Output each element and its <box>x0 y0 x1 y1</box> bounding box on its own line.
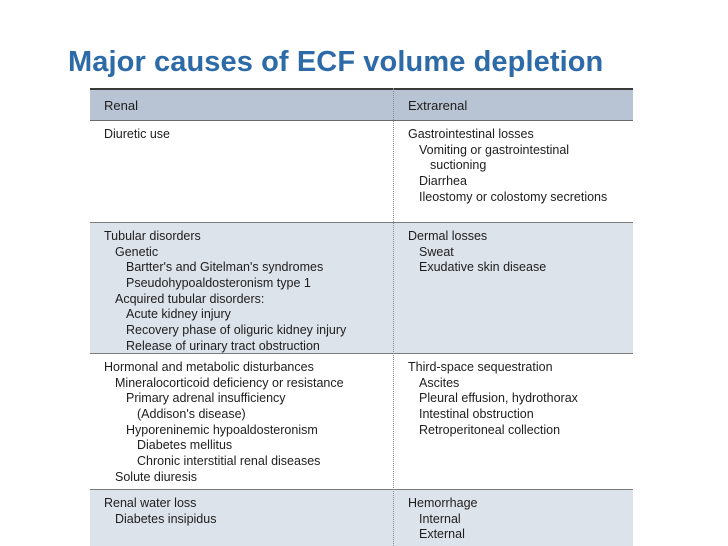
renal-cell <box>104 360 344 486</box>
extrarenal-cause-line: Pleural effusion, hydrothorax <box>419 391 578 406</box>
renal-cause-line: Solute diuresis <box>115 469 197 484</box>
renal-cause-line: Pseudohypoaldosteronism type 1 <box>126 276 311 291</box>
extrarenal-cause-line: Hemorrhage <box>408 496 478 510</box>
renal-cause-line: (Addison's disease) <box>137 407 246 422</box>
renal-cause-line: Renal water loss <box>104 496 197 510</box>
renal-cause-line: Bartter's and Gitelman's syndromes <box>126 260 324 275</box>
table-row <box>90 121 633 223</box>
renal-cause-line: Tubular disorders <box>104 229 201 243</box>
extrarenal-cause-line: Ileostomy or colostomy secretions <box>419 189 608 204</box>
renal-cause-line: Release of urinary tract obstruction <box>126 338 320 353</box>
renal-cause-line: Diabetes insipidus <box>115 511 217 526</box>
extrarenal-cause-line: Internal <box>419 511 461 526</box>
header-renal: Renal <box>104 98 138 113</box>
renal-cause-line: Diuretic use <box>104 127 170 141</box>
renal-cause-line: Chronic interstitial renal diseases <box>137 454 321 469</box>
extrarenal-cause-line: Ascites <box>419 375 460 390</box>
renal-cause-line: Mineralocorticoid deficiency or resistance <box>115 375 344 390</box>
extrarenal-cause-line: Retroperitoneal collection <box>419 422 561 437</box>
table-row <box>90 490 633 546</box>
table-row <box>90 354 633 490</box>
extrarenal-cause-line: Third-space sequestration <box>408 360 553 374</box>
slide-title: Major causes of ECF volume depletion <box>68 46 604 78</box>
extrarenal-cause-line: Vomiting or gastrointestinal <box>419 142 570 157</box>
extrarenal-cause-line: Sweat <box>419 244 454 259</box>
renal-cause-line: Primary adrenal insufficiency <box>126 391 286 406</box>
renal-cause-line: Hormonal and metabolic disturbances <box>104 360 314 374</box>
renal-cause-line: Genetic <box>115 244 159 259</box>
renal-cause-line: Acute kidney injury <box>126 307 231 322</box>
extrarenal-cell <box>408 127 607 205</box>
column-divider <box>393 88 394 546</box>
extrarenal-cause-line: suctioning <box>430 158 487 173</box>
extrarenal-cell <box>408 229 546 276</box>
causes-table <box>90 88 633 546</box>
extrarenal-cause-line: External <box>419 527 465 542</box>
extrarenal-cause-line: Diarrhea <box>419 174 467 189</box>
renal-cell <box>104 229 346 355</box>
extrarenal-cell <box>408 496 477 543</box>
extrarenal-cause-line: Gastrointestinal losses <box>408 127 534 141</box>
renal-cell <box>104 496 216 527</box>
renal-cause-line: Hyporeninemic hypoaldosteronism <box>126 422 318 437</box>
extrarenal-cell <box>408 360 578 438</box>
extrarenal-cause-line: Dermal losses <box>408 229 488 243</box>
table-row <box>90 223 633 354</box>
extrarenal-cause-line: Intestinal obstruction <box>419 407 534 422</box>
header-extrarenal: Extrarenal <box>408 98 468 113</box>
renal-cause-line: Acquired tubular disorders: <box>115 291 265 306</box>
renal-cell <box>104 127 170 143</box>
renal-cause-line: Diabetes mellitus <box>137 438 233 453</box>
table-header <box>90 88 633 121</box>
extrarenal-cause-line: Exudative skin disease <box>419 260 547 275</box>
renal-cause-line: Recovery phase of oliguric kidney injury <box>126 323 347 338</box>
